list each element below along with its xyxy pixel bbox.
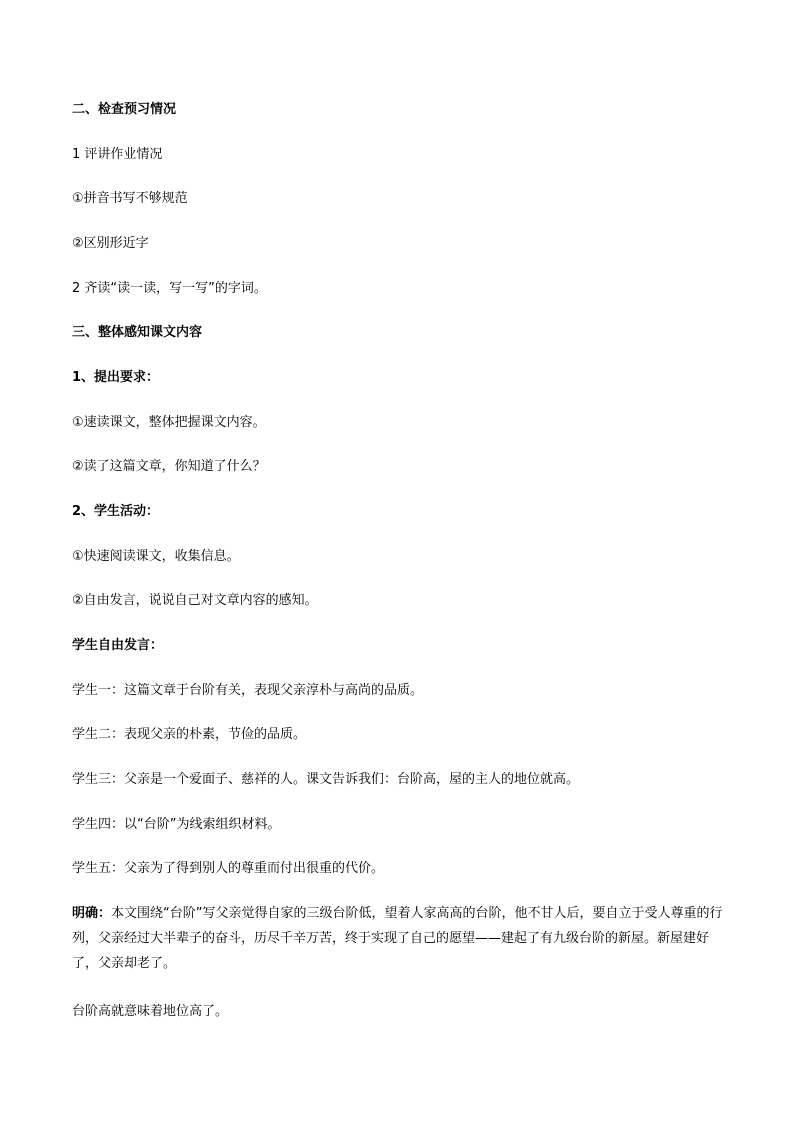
clarification-paragraph xyxy=(72,901,732,976)
list-item: ②区别形近字 xyxy=(72,236,149,251)
list-item: ①速读课文，整体把握课文内容。 xyxy=(72,415,266,430)
clarification-text: 本文围绕“台阶”写父亲觉得自家的三级台阶低，望着人家高高的台阶，他不甘人后，要自立于受人尊重的行列，父亲经过大半辈子的奋斗，历尽千辛万苦，终于实现了自己的愿望——建起了有九级台阶的新屋。新屋建好了，父亲却老了。 xyxy=(72,906,723,971)
subheading: 2、学生活动： xyxy=(72,504,160,519)
student-comment: 学生四：以“台阶”为线索组织材料。 xyxy=(72,817,281,832)
list-item: 1 评讲作业情况 xyxy=(72,147,163,162)
student-comment: 学生二：表现父亲的朴素，节俭的品质。 xyxy=(72,727,307,742)
subheading: 学生自由发言： xyxy=(72,638,164,653)
list-item: ②读了这篇文章，你知道了什么？ xyxy=(72,459,266,474)
student-comment: 学生三：父亲是一个爱面子、慈祥的人。课文告诉我们：台阶高，屋的主人的地位就高。 xyxy=(72,772,580,787)
student-comment: 学生一：这篇文章于台阶有关，表现父亲淳朴与高尚的品质。 xyxy=(72,683,424,698)
subheading: 1、提出要求： xyxy=(72,370,160,385)
list-item: ①快速阅读课文，收集信息。 xyxy=(72,549,240,564)
student-comment: 学生五：父亲为了得到别人的尊重而付出很重的代价。 xyxy=(72,861,385,876)
list-item: ①拼音书写不够规范 xyxy=(72,191,188,206)
section-heading-2: 二、检查预习情况 xyxy=(72,102,177,117)
section-heading-3: 三、整体感知课文内容 xyxy=(72,325,203,340)
list-item: 2 齐读“读一读，写一写”的字词。 xyxy=(72,281,267,296)
closing-line: 台阶高就意味着地位高了。 xyxy=(72,1004,229,1019)
list-item: ②自由发言，说说自己对文章内容的感知。 xyxy=(72,593,318,608)
clarification-label: 明确： xyxy=(72,906,112,921)
